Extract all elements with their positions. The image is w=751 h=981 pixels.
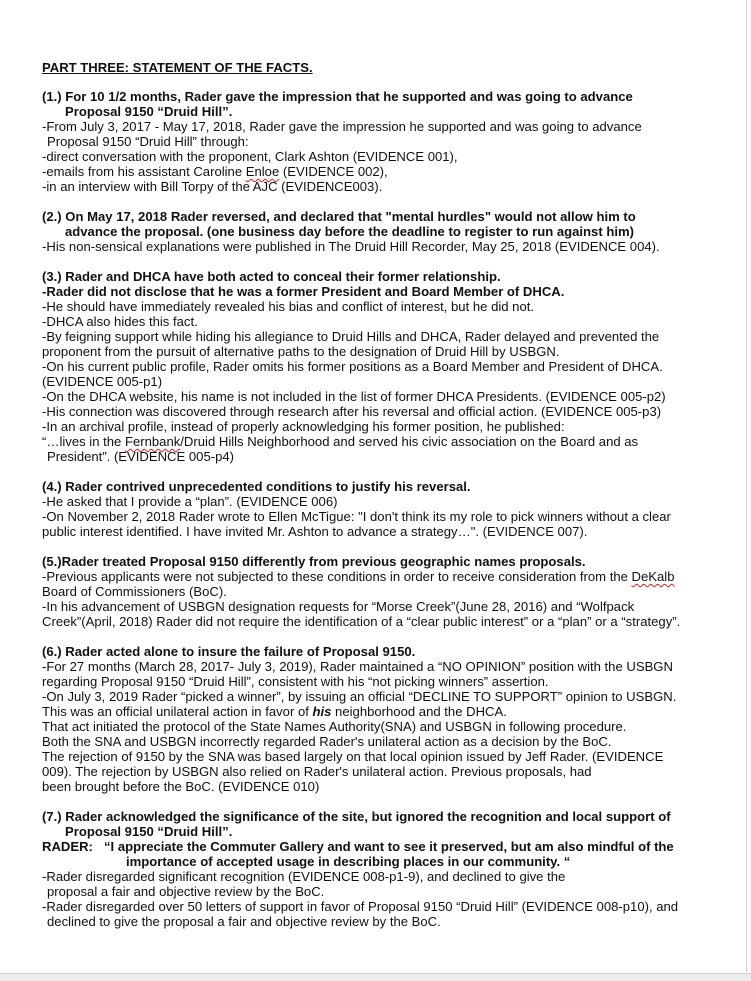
body-line: -He asked that I provide a “plan”. (EVIDENCE 006) (42, 494, 338, 509)
body-line: -On November 2, 2018 Rader wrote to Ellen McTigue: "I don't think its my role to pick winners without a clear (42, 509, 671, 524)
body-line: proponent from the pursuit of alternative paths to the designation of Druid Hill by USBGN. (42, 344, 560, 359)
body-line: Creek”(April, 2018) Rader did not require the identification of a “clear public interest” or a “plan” or a “strategy”. (42, 614, 681, 629)
quote-label: RADER: (42, 839, 93, 854)
text-run: -Previous applicants were not subjected to these conditions in order to receive consideration from the (42, 569, 632, 584)
body-line: regarding Proposal 9150 “Druid Hill”, consistent with his “not picking winners” assertion. (42, 674, 549, 689)
body-line: proposal a fair and objective review by the BoC. (47, 884, 325, 899)
body-line: -In his advancement of USBGN designation requests for “Morse Creek”(June 28, 2016) and “Wolfpack (42, 599, 635, 614)
section-title: PART THREE: STATEMENT OF THE FACTS. (42, 60, 313, 75)
fact-heading-5: (5.)Rader treated Proposal 9150 differently from previous geographic names proposals. (42, 554, 586, 569)
body-line: (EVIDENCE 005-p1) (42, 374, 163, 389)
quote-text (104, 839, 674, 869)
heading-line: advance the proposal. (one business day before the deadline to register to run against him) (65, 224, 634, 239)
body-line: -in an interview with Bill Torpy of the AJC (EVIDENCE003). (42, 179, 383, 194)
body-line: -By feigning support while hiding his allegiance to Druid Hills and DHCA, Rader delayed and prevented the (42, 329, 660, 344)
body-line (42, 704, 732, 719)
body-line: -DHCA also hides this fact. (42, 314, 198, 329)
body-line: declined to give the proposal a fair and objective review by the BoC. (47, 914, 441, 929)
heading-line: (1.) For 10 1/2 months, Rader gave the impression that he supported and was going to advance (42, 89, 633, 104)
heading-line: (2.) On May 17, 2018 Rader reversed, and declared that "mental hurdles" would not allow him to (42, 209, 636, 224)
text-run: (EVIDENCE 002), (279, 164, 388, 179)
fact-section-5 (42, 554, 732, 629)
emphasis-word: his (312, 704, 332, 719)
misspelled-word: Enloe (245, 164, 280, 179)
fact-heading-2 (42, 209, 732, 239)
misspelled-word: DeKalb (631, 569, 675, 584)
quote-line: importance of accepted usage in describing places in our community. “ (126, 854, 571, 869)
fact-heading-7 (42, 809, 732, 839)
heading-line: (7.) Rader acknowledged the significance of the site, but ignored the recognition and local support of (42, 809, 671, 824)
text-run: This was an official unilateral action in favor of (42, 704, 313, 719)
body-line: The rejection of 9150 by the SNA was based largely on that local opinion issued by Jeff Rader. (EVIDENCE (42, 749, 664, 764)
body-line: -His non-sensical explanations were published in The Druid Hill Recorder, May 25, 2018 (EVIDENCE 004). (42, 239, 660, 254)
body-line (42, 434, 732, 449)
heading-line: Proposal 9150 “Druid Hill”. (65, 104, 233, 119)
fact-section-4 (42, 479, 732, 539)
fact-section-7 (42, 809, 732, 929)
text-run: -emails from his assistant Caroline (42, 164, 246, 179)
body-line (42, 164, 732, 179)
body-line: Board of Commissioners (BoC). (42, 584, 227, 599)
body-line: -From July 3, 2017 - May 17, 2018, Rader gave the impression he supported and was going to advance (42, 119, 642, 134)
fact-heading-6: (6.) Rader acted alone to insure the failure of Proposal 9150. (42, 644, 416, 659)
rader-quote (42, 839, 732, 869)
text-run: /Druid Hills Neighborhood and served his civic association on the Board and as (180, 434, 639, 449)
body-line: been brought before the BoC. (EVIDENCE 010) (42, 779, 320, 794)
body-line: -In an archival profile, instead of properly acknowledging his former position, he published: (42, 419, 565, 434)
body-line: -On the DHCA website, his name is not included in the list of former DHCA Presidents. (EVIDENCE 005-p2) (42, 389, 666, 404)
body-line: -He should have immediately revealed his bias and conflict of interest, but he did not. (42, 299, 535, 314)
body-line: -Rader disregarded significant recognition (EVIDENCE 008-p1-9), and declined to give the (42, 869, 566, 884)
fact-heading-3: (3.) Rader and DHCA have both acted to conceal their former relationship. (42, 269, 501, 284)
fact-section-2 (42, 209, 732, 254)
body-line: -On July 3, 2019 Rader “picked a winner”, by issuing an official “DECLINE TO SUPPORT” opinion to USBGN. (42, 689, 677, 704)
fact-heading-1 (42, 89, 732, 119)
fact-section-6 (42, 644, 732, 794)
body-line (42, 569, 732, 584)
fact-heading-4: (4.) Rader contrived unprecedented conditions to justify his reversal. (42, 479, 471, 494)
body-line: public interest identified. I have invited Mr. Ashton to advance a strategy…". (EVIDENCE 007). (42, 524, 588, 539)
body-line: Proposal 9150 “Druid Hill” through: (47, 134, 249, 149)
body-line: -direct conversation with the proponent, Clark Ashton (EVIDENCE 001), (42, 149, 458, 164)
text-run: neighborhood and the DHCA. (331, 704, 507, 719)
fact-section-1 (42, 89, 732, 194)
quote-line: “I appreciate the Commuter Gallery and want to see it preserved, but am also mindful of the (104, 839, 674, 854)
body-line: President”. (EVIDENCE 005-p4) (47, 449, 235, 464)
body-line: -His connection was discovered through research after his reversal and official action. (EVIDENCE 005-p3) (42, 404, 662, 419)
body-line: -For 27 months (March 28, 2017- July 3, 2019), Rader maintained a “NO OPINION” position with the USBGN (42, 659, 673, 674)
fact-section-3 (42, 269, 732, 464)
body-line-bold: -Rader did not disclose that he was a former President and Board Member of DHCA. (42, 284, 565, 299)
text-run: “…lives in the (42, 434, 125, 449)
heading-line: Proposal 9150 “Druid Hill”. (65, 824, 233, 839)
body-line: -On his current public profile, Rader omits his former positions as a Board Member and President of DHCA. (42, 359, 663, 374)
body-line: That act initiated the protocol of the State Names Authority(SNA) and USBGN in following procedure. (42, 719, 627, 734)
body-line: 009). The rejection by USBGN also relied on Rader's unilateral action. Previous proposals, had (42, 764, 592, 779)
body-line: -Rader disregarded over 50 letters of support in favor of Proposal 9150 “Druid Hill” (EVIDENCE 008-p10), and (42, 899, 679, 914)
misspelled-word: Fernbank (124, 434, 181, 449)
body-line: Both the SNA and USBGN incorrectly regarded Rader's unilateral action as a decision by the BoC. (42, 734, 612, 749)
document-body (42, 60, 732, 944)
